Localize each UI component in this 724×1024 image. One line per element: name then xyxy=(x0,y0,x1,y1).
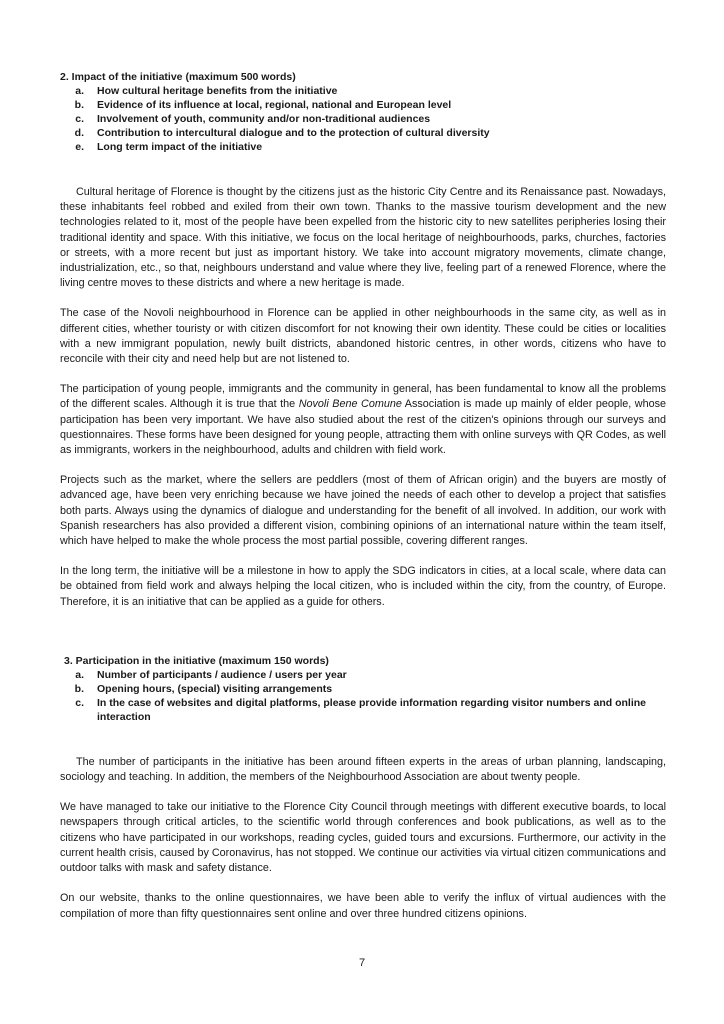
association-name: Novoli Bene Comune xyxy=(298,398,402,411)
criteria-list-participation xyxy=(60,668,666,724)
section-participation xyxy=(60,654,666,922)
paragraph-text: The participation of young people, immigrants and the community in general, has been fundamental to know all the problems of the different scales. Although it is true that the xyxy=(60,383,666,411)
criteria-letter: c. xyxy=(75,113,84,125)
criteria-letter: e. xyxy=(75,141,84,153)
criteria-letter: b. xyxy=(74,682,84,695)
criteria-letter: a. xyxy=(75,85,84,97)
criteria-text: Involvement of youth, community and/or non-traditional audiences xyxy=(97,113,431,125)
paragraph-text: Association is made up mainly of elder people, whose participation has been very important. We have also studied about the rest of the citizen's opinions through our surveys and questionnaires. These forms have been designed for young people, attracting them with online surveys with QR Codes, as well as immigrants, workers in the neighbourhood, adults and children with field work. xyxy=(60,398,667,457)
body-paragraph xyxy=(60,382,666,458)
section-heading-impact: 2. Impact of the initiative (maximum 500 words) xyxy=(60,71,296,83)
criteria-item xyxy=(60,140,666,154)
criteria-text: Long term impact of the initiative xyxy=(97,141,263,153)
criteria-item xyxy=(60,98,666,112)
body-paragraph: Projects such as the market, where the sellers are peddlers (most of them of African origin) and the buyers are mostly of advanced age, have been very enriching because we have joined the needs of each other to develop a project that satisfies both parts. Always using the dynamics of dialogue and understanding for the benefit of all involved. In addition, our work with Spanish researchers has also provided a different vision, combining opinions of an international nature within the team itself, which have helped to make the whole process the most partial possible, covering different ranges. xyxy=(60,474,666,548)
criteria-text: How cultural heritage benefits from the initiative xyxy=(97,85,338,97)
criteria-text: Number of participants / audience / users per year xyxy=(97,668,347,681)
criteria-list-impact xyxy=(60,84,666,154)
criteria-text: Evidence of its influence at local, regional, national and European level xyxy=(97,99,452,111)
criteria-letter: c. xyxy=(75,696,84,709)
criteria-item xyxy=(60,668,666,682)
section-impact xyxy=(60,70,666,610)
criteria-letter: a. xyxy=(75,668,84,681)
body-paragraph: Cultural heritage of Florence is thought by the citizens just as the historic City Centre and its Renaissance past. Nowadays, these inhabitants feel robbed and exiled from their own town. Thanks to the massive tourism development and the new technologies related to it, most of the people have been expelled from the historic city to new satellites peripheries losing their traditional identity and space. With this initiative, we focus on the local heritage of neighbourhoods, parks, churches, factories or streets, with a more recent but just as important history. We take into account migratory movements, climate change, industrialization, etc., so that, neighbours understand and value where they live, feeling part of a renewed Florence, where the living centre moves to these districts and where a new heritage is made. xyxy=(60,186,666,290)
criteria-text: Contribution to intercultural dialogue and to the protection of cultural diversity xyxy=(97,127,490,139)
body-paragraph: The case of the Novoli neighbourhood in Florence can be applied in other neighbourhoods in the same city, as well as in different cities, whether touristy or with citizen discomfort for not knowing their own identity. These could be cities or localities with a new immigrant population, newly built districts, abandoned historic centres, in other words, citizens who have to reconcile with their city and need help but are not listened to. xyxy=(60,307,666,366)
document-page xyxy=(60,70,666,922)
criteria-item xyxy=(60,682,666,696)
criteria-text: Opening hours, (special) visiting arrangements xyxy=(97,682,333,695)
body-paragraph: The number of participants in the initiative has been around fifteen experts in the areas of urban planning, landscaping, sociology and teaching. In addition, the members of the Neighbourhood Association are about twenty people. xyxy=(60,755,666,784)
section-heading-participation: 3. Participation in the initiative (maximum 150 words) xyxy=(64,654,329,667)
body-paragraph: In the long term, the initiative will be a milestone in how to apply the SDG indicators in cities, at a local scale, where data can be obtained from field work and always helping the local citizen, who is included within the city, from the country, of Europe. Therefore, it is an initiative that can be applied as a guide for others. xyxy=(60,565,666,608)
criteria-text: In the case of websites and digital platforms, please provide information regarding visitor numbers and online interaction xyxy=(97,696,647,723)
body-paragraph: We have managed to take our initiative to the Florence City Council through meetings with different executive boards, to local newspapers through critical articles, to the scientific world through conferences and book publications, as well as to the citizens who have participated in our workshops, reading cycles, guided tours and excursions. Furthermore, our activity in the current health crisis, caused by Coronavirus, has not stopped. We continue our activities via virtual citizen communications and outdoor talks with mask and safety distance. xyxy=(60,801,666,875)
criteria-item xyxy=(60,126,666,140)
criteria-item xyxy=(60,112,666,126)
page-number: 7 xyxy=(358,957,366,969)
criteria-letter: b. xyxy=(74,99,84,111)
criteria-item xyxy=(60,696,666,724)
criteria-letter: d. xyxy=(74,127,84,139)
body-paragraph: On our website, thanks to the online questionnaires, we have been able to verify the influx of virtual audiences with the compilation of more than fifty questionnaires sent online and over three hundred citizens opinions. xyxy=(60,892,666,920)
criteria-item xyxy=(60,84,666,98)
